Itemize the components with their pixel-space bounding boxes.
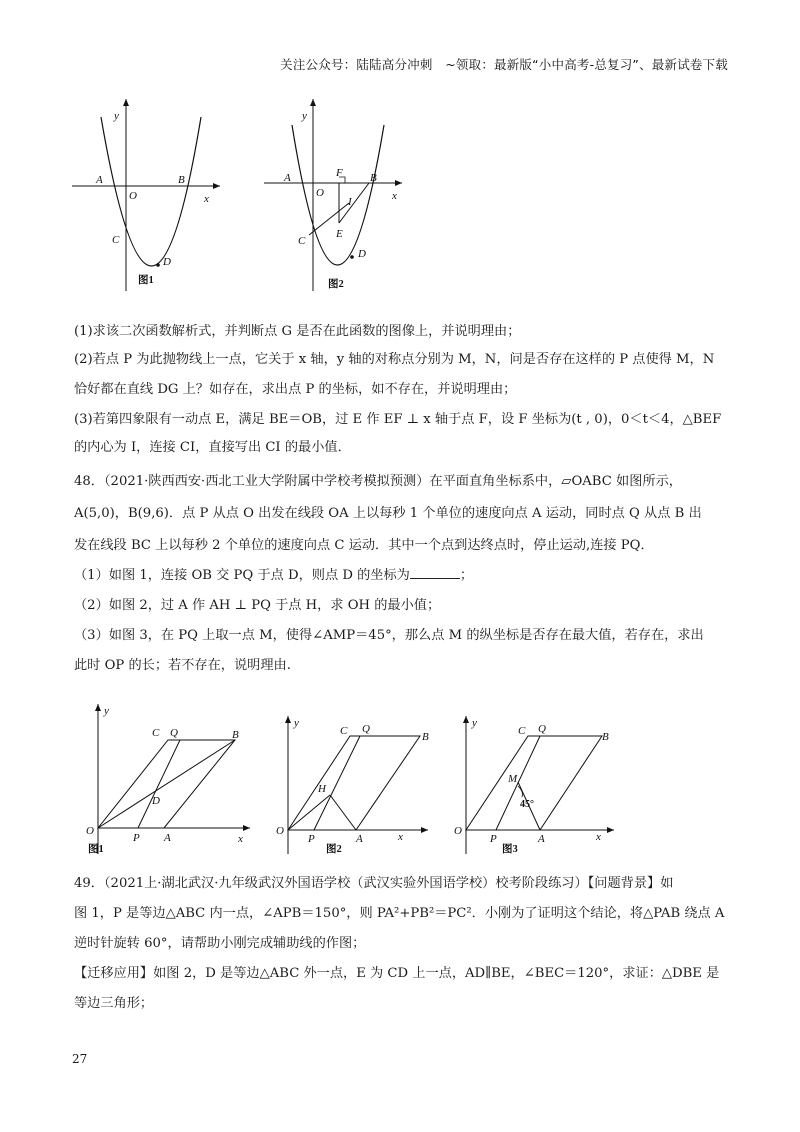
q47-line-1: (1)求该二次函数解析式，并判断点 G 是否在此函数的图像上，并说明理由；	[74, 324, 521, 339]
label-i: I	[348, 196, 352, 208]
q48-line-3: 发在线段 BC 上以每秒 2 个单位的速度向点 C 运动．其中一个点到达终点时，停止运动,连接 PQ．	[74, 538, 654, 553]
q47-line-4: (3)若第四象限有一动点 E，满足 BE＝OB，过 E 作 EF ⊥ x 轴于点 F，设 F 坐标为(t , 0)，0＜t＜4，△BEF	[74, 412, 722, 427]
q48-line-7: 此时 OP 的长；若不存在，说明理由.	[74, 658, 291, 673]
q49-line-3: 逆时针旋转 60°，请帮助小刚完成辅助线的作图；	[74, 936, 366, 951]
label-b: B	[602, 731, 609, 743]
parallelogram-figure-1	[80, 700, 265, 860]
label-o: O	[454, 825, 462, 837]
label-angle: 45°	[520, 799, 534, 810]
segment-ob	[98, 740, 235, 828]
label-x: x	[596, 831, 601, 843]
caption-fig2: 图2	[328, 279, 344, 290]
point-d	[350, 255, 354, 259]
page-header: 关注公众号：陆陆高分冲刺 ~领取：最新版“小中高考-总复习”、最新试卷下载	[280, 57, 728, 72]
label-m: M	[508, 773, 518, 785]
label-y: y	[472, 717, 477, 729]
answer-blank[interactable]	[410, 566, 460, 579]
point-d	[156, 263, 160, 267]
parabola-figure-1	[70, 95, 230, 295]
q47-line-3: 恰好都在直线 DG 上？如存在，求出点 P 的坐标，如不存在，并说明理由；	[74, 382, 517, 397]
caption-fig1: 图1	[88, 844, 104, 855]
label-c: C	[340, 725, 348, 737]
q48-line-4	[74, 566, 473, 586]
q48-line-5: （2）如图 2，过 A 作 AH ⊥ PQ 于点 H，求 OH 的最小值；	[74, 598, 441, 613]
q48-line-6: （3）如图 3，在 PQ 上取一点 M，使得∠AMP＝45°，那么点 M 的纵坐标是否存在最大值，若存在，求出	[74, 628, 704, 643]
parabola-curve	[292, 125, 384, 265]
q47-line-5: 的内心为 I，连接 CI，直接写出 CI 的最小值．	[74, 440, 351, 455]
label-x: x	[392, 190, 397, 202]
label-b: B	[178, 174, 185, 186]
label-d: D	[163, 256, 171, 268]
label-o: O	[86, 825, 94, 837]
label-c: C	[298, 235, 306, 247]
q49-line-5: 等边三角形；	[74, 996, 154, 1011]
label-p: P	[133, 832, 140, 844]
label-a: A	[96, 174, 103, 186]
label-q: Q	[362, 723, 370, 735]
q49-line-4: 【迁移应用】如图 2，D 是等边△ABC 外一点，E 为 CD 上一点，AD∥BE，∠BEC＝120°，求证：△DBE 是	[74, 966, 720, 981]
caption-fig3: 图3	[502, 844, 518, 855]
label-p: P	[490, 833, 497, 845]
label-a: A	[538, 833, 545, 845]
parallelogram-oabc	[288, 736, 420, 830]
q48-line-4-text: （1）如图 1，连接 OB 交 PQ 于点 D，则点 D 的坐标为	[74, 568, 410, 583]
label-b: B	[422, 731, 429, 743]
label-a: A	[164, 832, 171, 844]
caption-fig1: 图1	[138, 275, 154, 286]
label-a: A	[284, 172, 291, 184]
page-number: 27	[72, 1052, 88, 1066]
q48-line-2: A(5,0)，B(9,6)．点 P 从点 O 出发在线段 OA 上以每秒 1 个单位的速度向点 A 运动，同时点 Q 从点 B 出	[74, 506, 702, 521]
parallelogram-figure-2	[272, 712, 442, 862]
q47-line-2: (2)若点 P 为此抛物线上一点，它关于 x 轴，y 轴的对称点分别为 M，N，问是否存在这样的 P 点使得 M，N	[74, 352, 715, 367]
q48-line-4-end: ；	[459, 568, 474, 583]
label-b: B	[232, 729, 239, 741]
label-d: D	[358, 248, 366, 260]
label-x: x	[398, 831, 403, 843]
label-y: y	[294, 717, 299, 729]
label-a: A	[356, 833, 363, 845]
label-y: y	[104, 705, 109, 717]
segment-ci	[309, 203, 349, 235]
q49-line-2: 图 1，P 是等边△ABC 内一点，∠APB＝150°，则 PA²+PB²＝PC²．小刚为了证明这个结论，将△PAB 绕点 A	[74, 906, 725, 921]
label-b: B	[370, 172, 377, 184]
label-c: C	[112, 234, 120, 246]
q48-line-1: 48．（2021·陕西西安·西北工业大学附属中学校考模拟预测）在平面直角坐标系中，▱OABC 如图所示，	[74, 474, 682, 489]
parabola-figure-2	[262, 95, 422, 295]
label-q: Q	[170, 727, 178, 739]
segment-oh	[288, 795, 330, 830]
label-o: O	[276, 825, 284, 837]
parallelogram-figure-3	[452, 712, 627, 862]
segment-ah	[330, 795, 356, 830]
label-y: y	[114, 110, 119, 122]
q49-line-1: 49．（2021上·湖北武汉·九年级武汉外国语学校（武汉实验外国语学校）校考阶段练习）【问题背景】如	[74, 876, 674, 891]
label-p: P	[308, 833, 315, 845]
segment-pq	[138, 740, 180, 828]
label-o: O	[129, 190, 137, 202]
label-f: F	[336, 167, 343, 179]
label-x: x	[238, 833, 243, 845]
label-x: x	[204, 193, 209, 205]
caption-fig2: 图2	[326, 844, 342, 855]
label-y: y	[302, 110, 307, 122]
label-d: D	[152, 795, 160, 807]
label-c: C	[152, 727, 160, 739]
label-h: H	[318, 783, 326, 795]
label-q: Q	[538, 723, 546, 735]
label-o: O	[316, 187, 324, 199]
label-e: E	[336, 228, 343, 240]
label-c: C	[518, 725, 526, 737]
